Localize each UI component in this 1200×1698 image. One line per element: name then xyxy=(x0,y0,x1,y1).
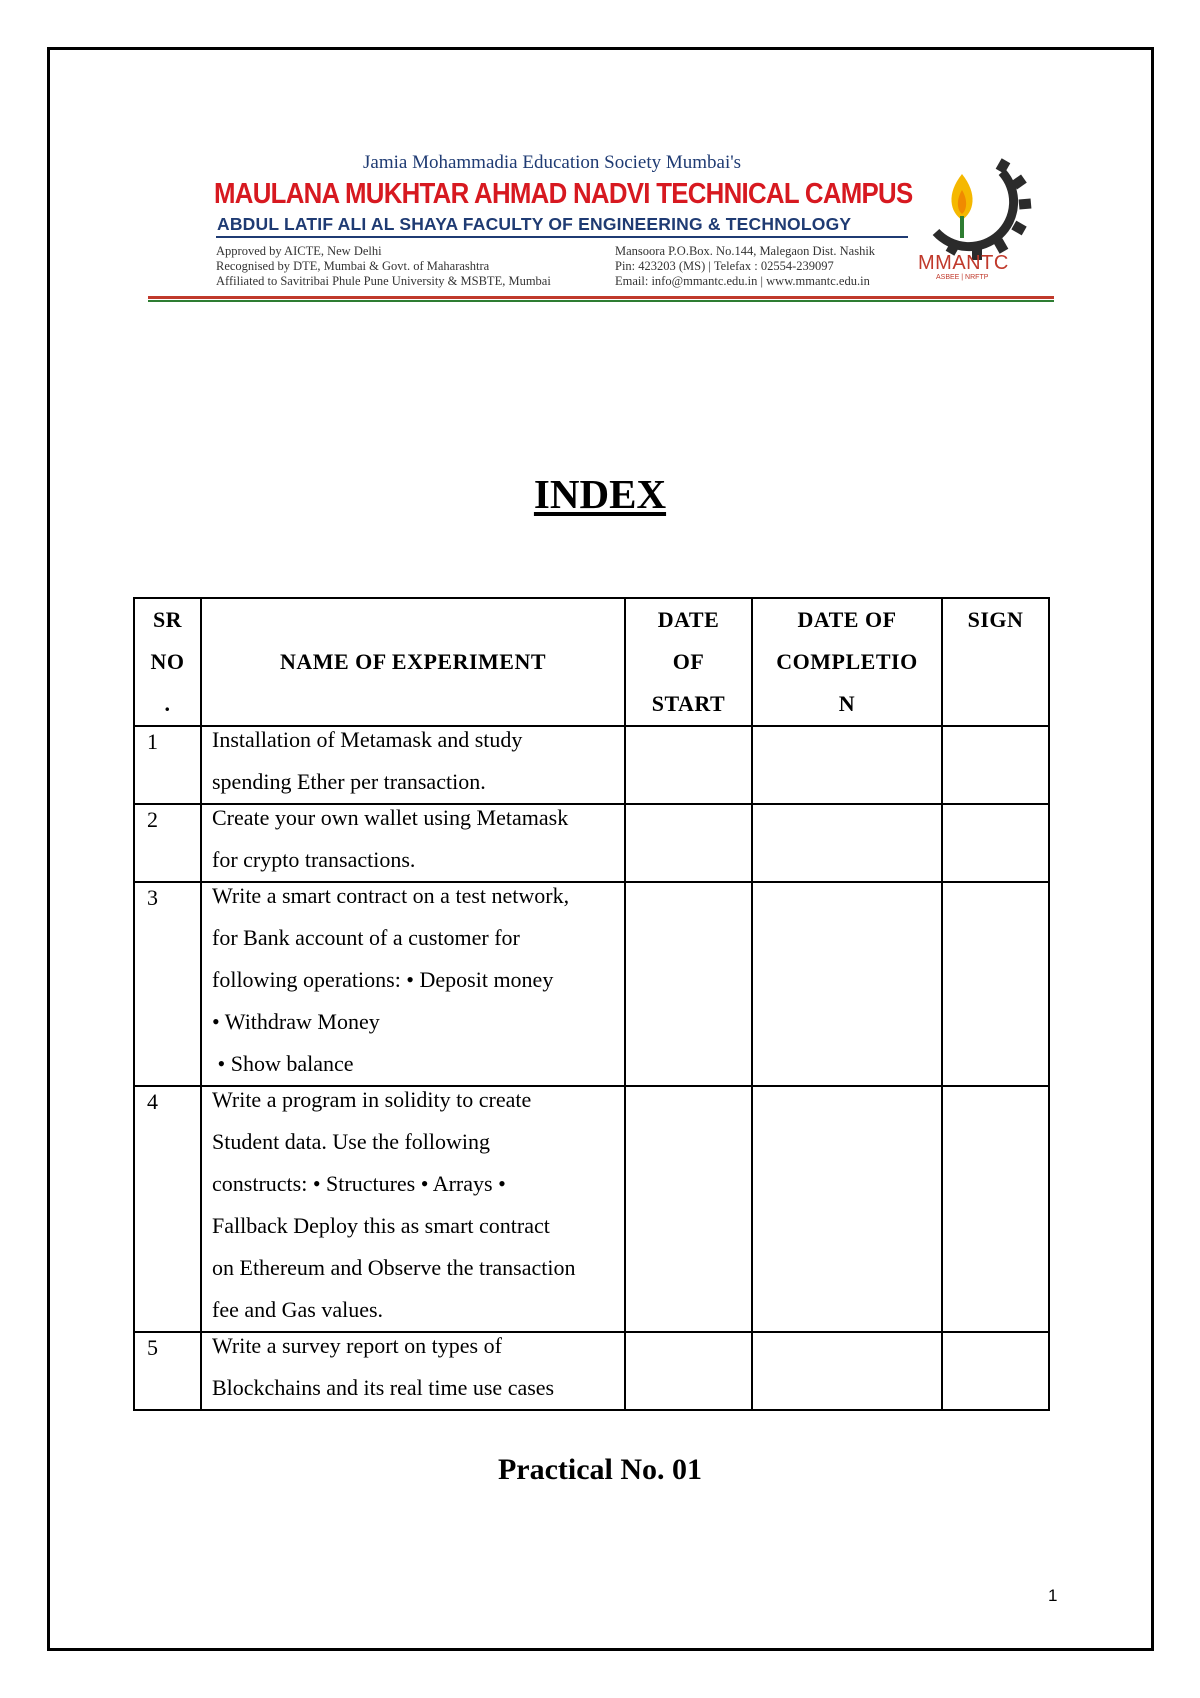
sign-cell xyxy=(942,882,1049,1086)
college-name: MAULANA MUKHTAR AHMAD NADVI TECHNICAL CAMPUS xyxy=(214,178,913,210)
faculty-underline xyxy=(216,236,908,238)
completion-header-line: N xyxy=(838,691,856,716)
address-line: Mansoora P.O.Box. No.144, Malegaon Dist. Nashik xyxy=(615,244,876,258)
affiliation-line: Affiliated to Savitribai Phule Pune University & MSBTE, Mumbai xyxy=(216,274,551,288)
faculty-name: ABDUL LATIF ALI AL SHAYA FACULTY OF ENGINEERING & TECHNOLOGY xyxy=(217,214,852,234)
completion-date-cell xyxy=(752,1332,942,1410)
sr-cell: 3 xyxy=(134,882,201,1086)
experiment-line: Fallback Deploy this as smart contract xyxy=(212,1213,550,1238)
experiment-line: Student data. Use the following xyxy=(212,1129,491,1154)
start-date-cell xyxy=(625,882,752,1086)
sign-header xyxy=(942,598,1049,726)
experiment-cell xyxy=(201,726,625,804)
experiment-line: on Ethereum and Observe the transaction xyxy=(212,1255,576,1280)
sr-header-line: . xyxy=(164,691,171,716)
experiment-line: • Withdraw Money xyxy=(212,1009,380,1034)
experiment-line: following operations: • Deposit money xyxy=(212,967,554,992)
experiment-line: fee and Gas values. xyxy=(212,1297,384,1322)
table-row xyxy=(134,1332,1049,1410)
logo-text: MMANTC xyxy=(918,252,1009,274)
email-web-line: Email: info@mmantc.edu.in | www.mmantc.edu.in xyxy=(615,274,870,288)
sr-header-line: SR xyxy=(152,607,183,632)
page-number: 1 xyxy=(1048,1586,1058,1605)
approval-line: Approved by AICTE, New Delhi xyxy=(216,244,382,258)
experiment-line: constructs: • Structures • Arrays • xyxy=(212,1171,506,1196)
start-header-line: DATE xyxy=(657,607,720,632)
sr-no-header xyxy=(134,598,201,726)
sign-cell xyxy=(942,726,1049,804)
experiment-cell xyxy=(201,1086,625,1332)
experiment-line: spending Ether per transaction. xyxy=(212,769,486,794)
start-date-cell xyxy=(625,1086,752,1332)
name-of-experiment-header xyxy=(201,598,625,726)
experiment-line: for crypto transactions. xyxy=(212,847,416,872)
experiment-cell xyxy=(201,804,625,882)
table-row xyxy=(134,804,1049,882)
table-row xyxy=(134,726,1049,804)
letterhead xyxy=(148,148,1054,306)
letterhead-green-rule xyxy=(148,300,1054,302)
experiment-line: Write a survey report on types of xyxy=(212,1333,502,1358)
completion-date-cell xyxy=(752,1086,942,1332)
sr-cell: 1 xyxy=(134,726,201,804)
completion-date-cell xyxy=(752,882,942,1086)
experiment-cell xyxy=(201,882,625,1086)
completion-date-cell xyxy=(752,804,942,882)
experiment-line: Write a program in solidity to create xyxy=(212,1087,532,1112)
sign-cell xyxy=(942,804,1049,882)
practical-heading: Practical No. 01 xyxy=(497,1453,703,1486)
index-title: INDEX xyxy=(533,471,667,517)
table-row xyxy=(134,882,1049,1086)
experiment-line: Blockchains and its real time use cases xyxy=(212,1375,555,1400)
start-date-cell xyxy=(625,804,752,882)
completion-header-line: COMPLETIO xyxy=(776,649,918,674)
pin-telefax-line: Pin: 423203 (MS) | Telefax : 02554-239097 xyxy=(615,259,834,273)
sr-cell: 5 xyxy=(134,1332,201,1410)
society-name: Jamia Mohammadia Education Society Mumbai's xyxy=(363,152,742,173)
experiment-line: Write a smart contract on a test network, xyxy=(212,883,570,908)
start-date-cell xyxy=(625,1332,752,1410)
completion-date-cell xyxy=(752,726,942,804)
experiment-cell xyxy=(201,1332,625,1410)
start-header-line: OF xyxy=(672,649,705,674)
sign-header-text: SIGN xyxy=(967,607,1024,632)
completion-header-line: DATE OF xyxy=(797,607,897,632)
experiment-line: Installation of Metamask and study xyxy=(212,727,523,752)
experiment-line: for Bank account of a customer for xyxy=(212,925,520,950)
sign-cell xyxy=(942,1332,1049,1410)
experiment-line: Create your own wallet using Metamask xyxy=(212,805,569,830)
experiment-line: • Show balance xyxy=(212,1051,354,1076)
header-row xyxy=(134,598,1049,726)
recognition-line: Recognised by DTE, Mumbai & Govt. of Maharashtra xyxy=(216,259,490,273)
logo-subtext: ASBEE | NRFTP xyxy=(936,274,989,281)
sr-cell: 4 xyxy=(134,1086,201,1332)
sign-cell xyxy=(942,1086,1049,1332)
name-header-text: NAME OF EXPERIMENT xyxy=(279,649,547,674)
date-of-completion-header xyxy=(752,598,942,726)
sr-cell: 2 xyxy=(134,804,201,882)
index-table xyxy=(133,597,1050,1411)
table-row xyxy=(134,1086,1049,1332)
sr-header-line: NO xyxy=(150,649,185,674)
start-date-cell xyxy=(625,726,752,804)
letterhead-red-rule xyxy=(148,296,1054,299)
date-of-start-header xyxy=(625,598,752,726)
start-header-line: START xyxy=(651,691,726,716)
